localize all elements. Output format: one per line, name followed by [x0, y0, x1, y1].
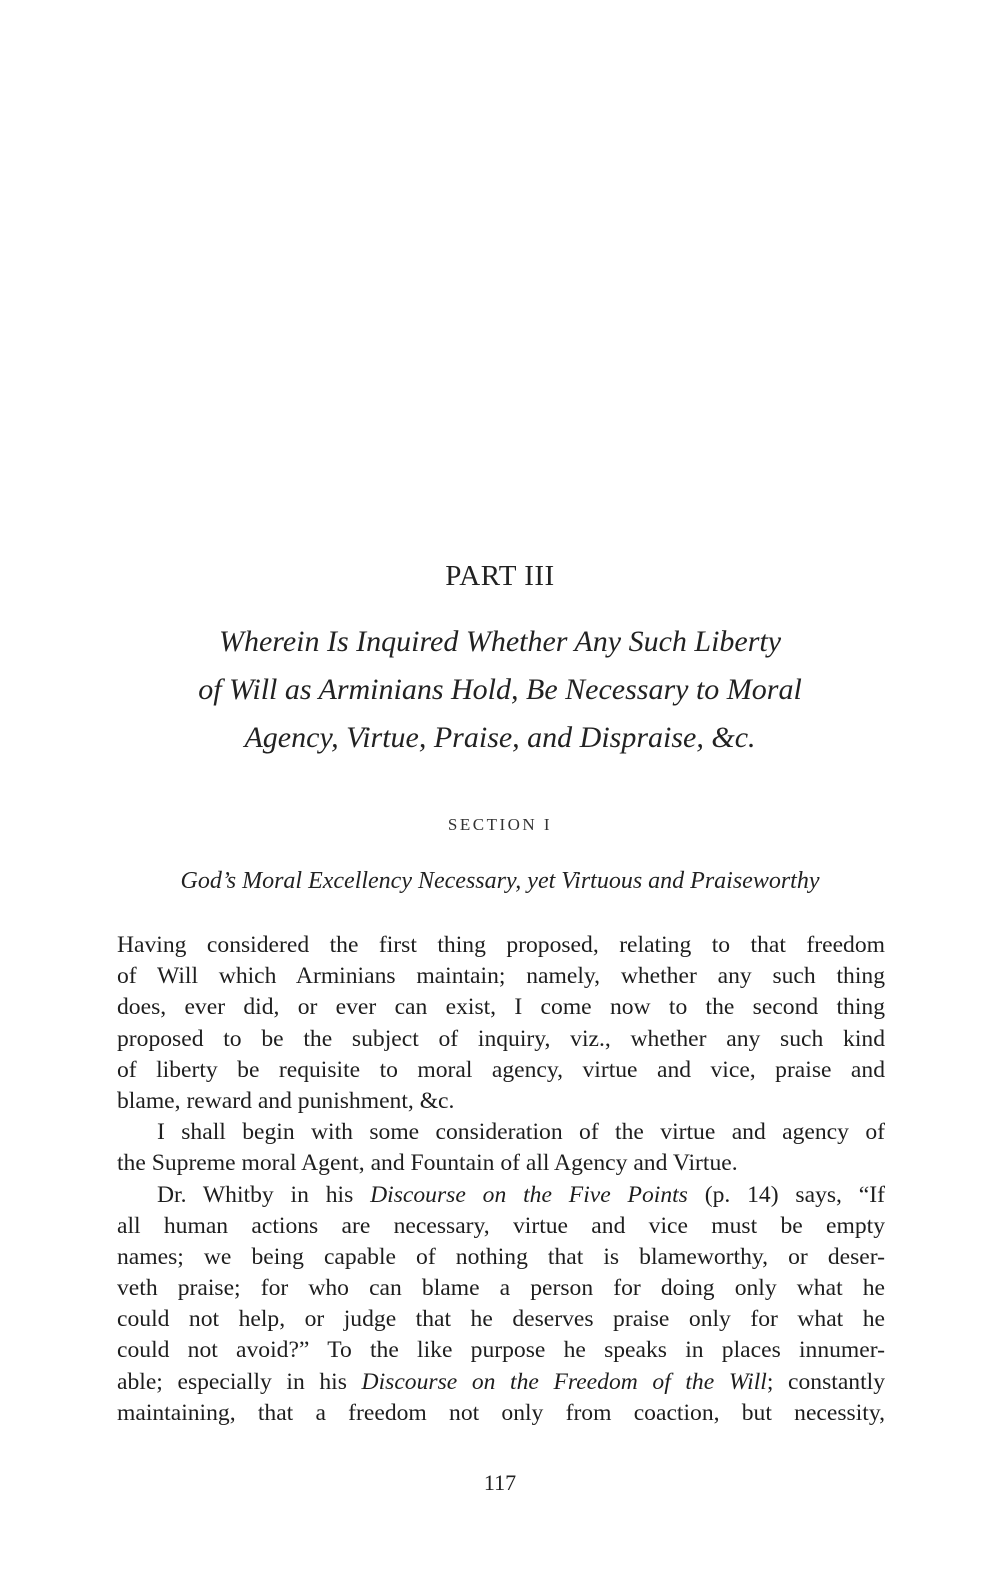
body-line: could not avoid?” To the like purpose he speaks in places innumer- — [117, 1337, 885, 1364]
part-subtitle-line: of Will as Arminians Hold, Be Necessary to Moral — [198, 673, 802, 706]
body-line: I shall begin with some consideration of the virtue and agency of — [157, 1119, 885, 1146]
section-label: SECTION I — [447, 815, 553, 834]
body-line: does, ever did, or ever can exist, I come now to the second thing — [117, 994, 885, 1021]
body-line: the Supreme moral Agent, and Fountain of all Agency and Virtue. — [117, 1150, 738, 1177]
body-line: names; we being capable of nothing that is blameworthy, or deser- — [117, 1243, 885, 1270]
body-text-run: (p. 14) says, “If — [687, 1181, 885, 1208]
part-subtitle-line: Agency, Virtue, Praise, and Dispraise, &c. — [244, 721, 756, 754]
body-text — [117, 930, 885, 1429]
body-line: proposed to be the subject of inquiry, viz., whether any such kind — [117, 1025, 885, 1052]
book-title-italic: Discourse on the Five Points — [370, 1181, 688, 1208]
body-text-run: ; constantly — [766, 1368, 885, 1395]
part-title: PART III — [445, 560, 555, 592]
body-line: Having considered the first thing proposed, relating to that freedom — [117, 932, 885, 958]
page-number: 117 — [483, 1470, 517, 1495]
body-text-run: able; especially in his — [117, 1368, 362, 1395]
body-line: could not help, or judge that he deserves praise only for what he — [117, 1306, 885, 1333]
body-line: blame, reward and punishment, &c. — [117, 1087, 455, 1114]
body-line: of Will which Arminians maintain; namely, whether any such thing — [117, 963, 885, 990]
body-line: veth praise; for who can blame a person for doing only what he — [117, 1275, 885, 1302]
part-subtitle-line: Wherein Is Inquired Whether Any Such Liberty — [218, 625, 782, 658]
section-title: God’s Moral Excellency Necessary, yet Virtuous and Praiseworthy — [180, 868, 820, 894]
body-line: of liberty be requisite to moral agency, virtue and vice, praise and — [117, 1056, 885, 1083]
part-subtitle — [120, 618, 880, 762]
body-line — [117, 1180, 885, 1211]
book-title-italic: Discourse on the Freedom of the Will — [361, 1368, 767, 1395]
body-line — [117, 1367, 885, 1398]
body-line: maintaining, that a freedom not only from coaction, but necessity, — [117, 1399, 885, 1426]
body-text-run: Dr. Whitby in his — [157, 1181, 371, 1208]
body-line: all human actions are necessary, virtue and vice must be empty — [117, 1212, 885, 1239]
